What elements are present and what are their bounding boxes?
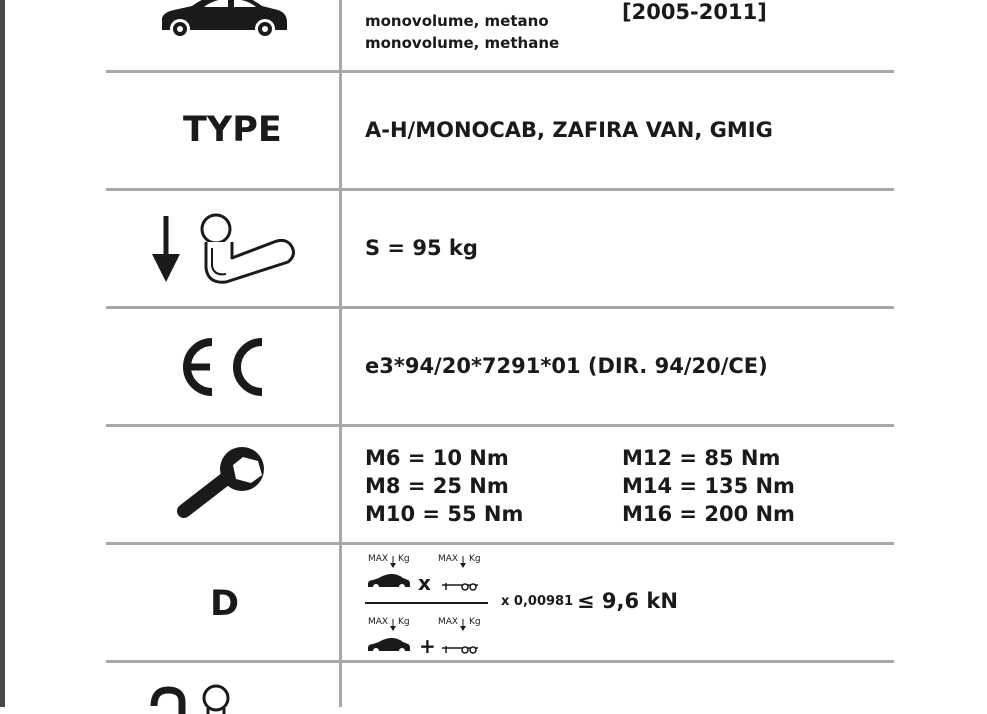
torque-m8: M8 = 25 Nm [365, 474, 509, 498]
kg-label: Kg [398, 617, 410, 627]
max-label: MAX [368, 554, 389, 564]
d-label: D [210, 584, 240, 624]
torque-m14: M14 = 135 Nm [622, 474, 795, 498]
trailer-icon [440, 580, 480, 592]
car-icon [158, 0, 290, 38]
d-result: ≤ 9,6 kN [577, 589, 678, 613]
max-label: MAX [438, 554, 459, 564]
times-sign: x [418, 571, 431, 595]
torque-m12: M12 = 85 Nm [622, 446, 781, 470]
car-icon [367, 637, 411, 654]
kg-label: Kg [469, 554, 481, 564]
vehicle-years: [2005-2011] [622, 0, 767, 24]
torque-m6: M6 = 10 Nm [365, 446, 509, 470]
partial-symbol-icon [148, 684, 238, 714]
column-divider [339, 0, 342, 707]
fraction-bar [365, 602, 488, 604]
row-divider [106, 188, 894, 191]
max-label: MAX [438, 617, 459, 627]
d-factor: x 0,00981 [501, 594, 574, 609]
type-value: A-H/MONOCAB, ZAFIRA VAN, GMIG [365, 118, 773, 142]
wrench-icon [180, 445, 270, 525]
vehicle-type-it: monovolume, metano [365, 12, 549, 30]
torque-m16: M16 = 200 Nm [622, 502, 795, 526]
kg-label: Kg [398, 554, 410, 564]
max-label: MAX [368, 617, 389, 627]
down-arrow-icon [460, 619, 466, 631]
approval-value: e3*94/20*7291*01 (DIR. 94/20/CE) [365, 354, 768, 378]
down-arrow-icon [460, 556, 466, 568]
torque-m10: M10 = 55 Nm [365, 502, 524, 526]
row-divider [106, 542, 894, 545]
page-edge [0, 0, 5, 707]
row-divider [106, 660, 894, 663]
row-divider [106, 424, 894, 427]
car-icon [367, 573, 411, 590]
down-arrow-icon [390, 619, 396, 631]
vehicle-type-en: monovolume, methane [365, 34, 560, 52]
ec-mark-icon [182, 338, 268, 396]
type-label: TYPE [183, 110, 282, 150]
plus-sign: + [419, 634, 436, 658]
down-arrow-icon [390, 556, 396, 568]
row-divider [106, 306, 894, 309]
trailer-icon [440, 643, 480, 655]
kg-label: Kg [469, 617, 481, 627]
towbar-load-icon [148, 210, 298, 290]
row-divider [106, 70, 894, 73]
vertical-load-value: S = 95 kg [365, 236, 478, 260]
